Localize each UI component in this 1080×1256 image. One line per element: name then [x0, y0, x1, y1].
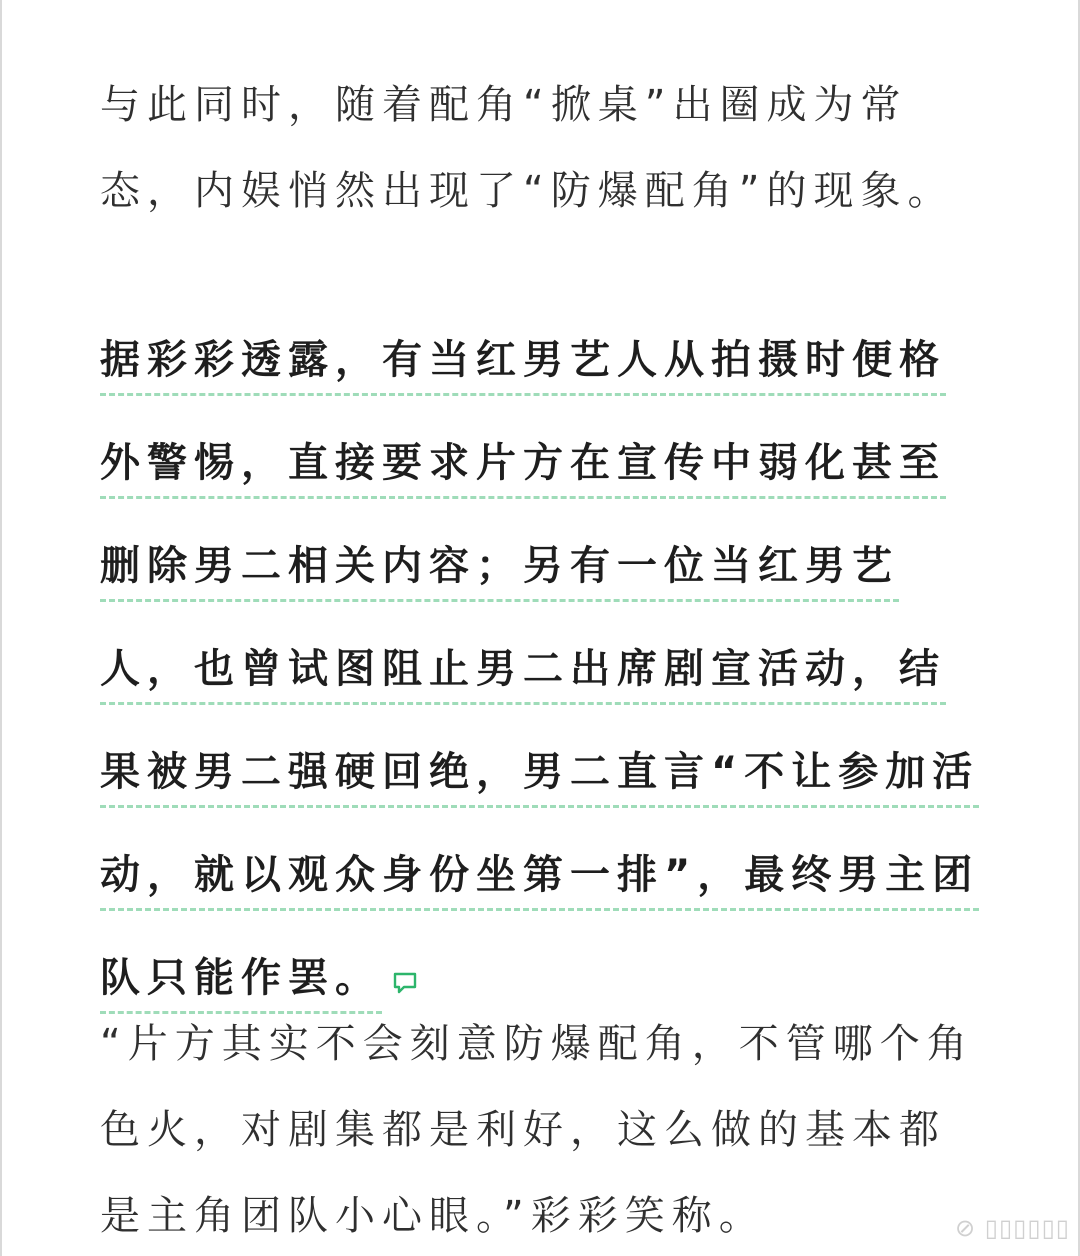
highlighted-line[interactable]: 删除男二相关内容；另有一位当红男艺: [100, 535, 899, 602]
paragraph-highlighted-quote: [100, 317, 980, 1038]
paragraph-quote: [100, 1001, 980, 1256]
paragraph-intro: [100, 62, 955, 234]
watermark: ⊘ ▯▯▯▯▯▯: [955, 1214, 1070, 1242]
page-border-left: [0, 0, 2, 1256]
text-line: 色火，对剧集都是利好，这么做的基本都: [100, 1107, 946, 1153]
highlighted-line[interactable]: 外警惕，直接要求片方在宣传中弱化甚至: [100, 432, 946, 499]
text-line: “片方其实不会刻意防爆配角，不管哪个角: [100, 1021, 974, 1067]
text-line: 是主角团队小心眼。”彩彩笑称。: [100, 1193, 766, 1239]
text-line: 态，内娱悄然出现了“防爆配角”的现象。: [100, 168, 955, 214]
highlighted-line[interactable]: 果被男二强硬回绝，男二直言“不让参加活: [100, 741, 979, 808]
highlighted-line[interactable]: 动，就以观众身份坐第一排”，最终男主团: [100, 844, 979, 911]
highlighted-line[interactable]: 人，也曾试图阻止男二出席剧宣活动，结: [100, 638, 946, 705]
highlighted-line[interactable]: 据彩彩透露，有当红男艺人从拍摄时便格: [100, 329, 946, 396]
text-line: 与此同时，随着配角“掀桌”出圈成为常: [100, 82, 908, 128]
highlighted-line[interactable]: 队只能作罢。: [100, 947, 382, 1014]
